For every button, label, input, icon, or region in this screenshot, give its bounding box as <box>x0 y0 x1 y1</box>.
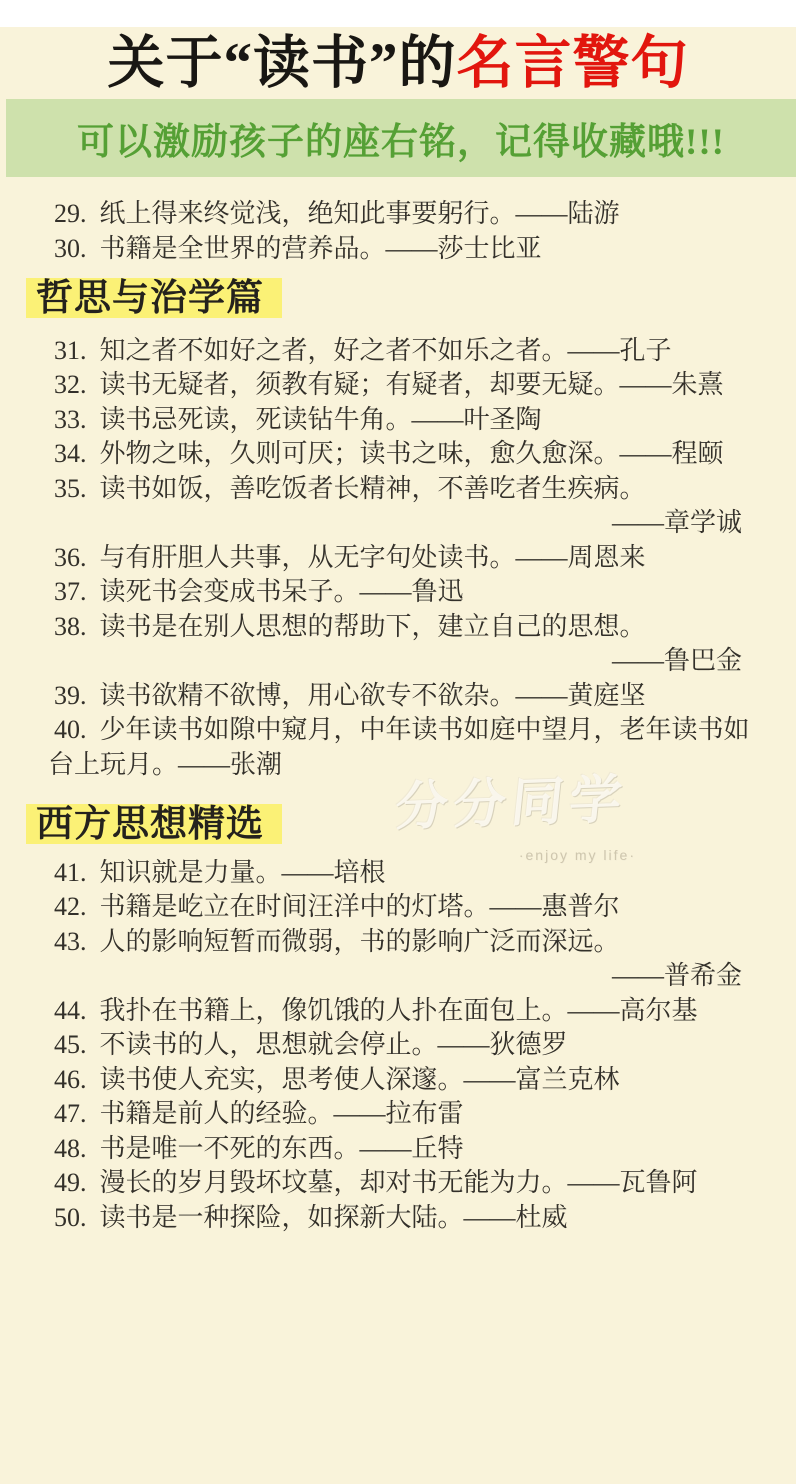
quote-list <box>36 197 756 1235</box>
author-attribution-line <box>48 644 756 679</box>
quote-text: 外物之味，久则可厌；读书之味，愈久愈深。 <box>99 439 620 468</box>
author-name: 丘特 <box>411 1133 464 1163</box>
quote-item <box>48 472 756 507</box>
quote-text: 漫长的岁月毁坏坟墓，却对书无能为力。 <box>99 1168 568 1197</box>
quote-text: 读书欲精不欲博，用心欲专不欲杂。 <box>99 680 516 710</box>
item-number: 36. <box>54 542 87 572</box>
quote-item <box>48 541 756 576</box>
page-background <box>0 27 796 1484</box>
author-dash: —— <box>281 857 334 887</box>
quote-text: 书籍是前人的经验。 <box>99 1099 334 1128</box>
author-name: 孔子 <box>619 335 672 365</box>
author-name: 杜威 <box>515 1202 568 1232</box>
author-name: 黄庭坚 <box>567 680 646 710</box>
author-dash: —— <box>463 1202 516 1232</box>
author-dash: —— <box>463 1064 516 1094</box>
item-number: 39. <box>54 680 87 710</box>
quote-text: 书是唯一不死的东西。 <box>99 1133 360 1163</box>
quote-item <box>48 713 756 782</box>
quote-item <box>48 437 756 472</box>
quote-text: 读书使人充实，思考使人深邃。 <box>99 1064 464 1094</box>
quote-item <box>48 1097 756 1132</box>
quote-item <box>48 856 756 891</box>
author-attribution-line <box>48 959 756 994</box>
author-dash: —— <box>611 646 664 675</box>
quote-item <box>48 994 756 1029</box>
quote-text: 我扑在书籍上，像饥饿的人扑在面包上。 <box>99 995 568 1025</box>
quote-item <box>48 679 756 714</box>
author-dash: —— <box>515 199 568 228</box>
author-dash: —— <box>385 233 438 263</box>
quote-item <box>48 197 756 232</box>
section-header-wrap <box>26 804 756 846</box>
author-name: 莎士比亚 <box>437 233 542 263</box>
author-name: 叶圣陶 <box>463 404 542 434</box>
page-title-black-segment: 关于“读书”的 <box>107 32 457 95</box>
author-name: 拉布雷 <box>385 1099 464 1128</box>
item-number: 41. <box>54 857 87 887</box>
subtitle-text: 可以激励孩子的座右铭，记得收藏哦!!! <box>77 122 725 163</box>
item-number: 45. <box>54 1030 87 1059</box>
author-name: 富兰克林 <box>515 1064 620 1094</box>
page-title-red-segment: 名言警句 <box>456 32 689 95</box>
author-name: 鲁迅 <box>411 577 464 606</box>
item-number: 46. <box>54 1064 87 1094</box>
item-number: 50. <box>54 1202 87 1232</box>
subtitle-banner <box>6 99 796 177</box>
quote-text: 纸上得来终觉浅，绝知此事要躬行。 <box>99 199 516 228</box>
quote-item <box>48 890 756 925</box>
author-dash: —— <box>359 577 412 606</box>
author-dash: —— <box>611 961 664 990</box>
item-number: 32. <box>54 370 87 399</box>
item-number: 47. <box>54 1099 87 1128</box>
item-number: 42. <box>54 892 87 921</box>
section-header: 西方思想精选 <box>26 804 282 844</box>
quote-text: 读书如饭，善吃饭者长精神，不善吃者生疾病。 <box>99 473 646 503</box>
author-name: 普希金 <box>663 961 742 990</box>
item-number: 49. <box>54 1168 87 1197</box>
quote-text: 读书忌死读，死读钻牛角。 <box>99 404 412 434</box>
author-dash: —— <box>411 404 464 434</box>
quote-item <box>48 1028 756 1063</box>
quote-item <box>48 232 756 267</box>
item-number: 48. <box>54 1133 87 1163</box>
author-name: 培根 <box>333 857 386 887</box>
author-name: 高尔基 <box>619 995 698 1025</box>
quote-item <box>48 1166 756 1201</box>
author-name: 惠普尔 <box>541 892 620 921</box>
quote-text: 知识就是力量。 <box>99 857 282 887</box>
quote-text: 与有肝胆人共事，从无字句处读书。 <box>99 542 516 572</box>
author-attribution-line <box>48 506 756 541</box>
quote-item <box>48 403 756 438</box>
author-dash: —— <box>515 542 568 572</box>
author-dash: —— <box>619 370 672 399</box>
author-dash: —— <box>619 439 672 468</box>
item-number: 43. <box>54 926 87 956</box>
watermark-text: 分分同学 <box>392 770 631 837</box>
quote-text: 知之者不如好之者，好之者不如乐之者。 <box>99 335 568 365</box>
author-name: 周恩来 <box>567 542 646 572</box>
quote-text: 读死书会变成书呆子。 <box>99 577 360 606</box>
quote-item <box>48 925 756 960</box>
item-number: 38. <box>54 611 87 641</box>
author-dash: —— <box>515 680 568 710</box>
item-number: 44. <box>54 995 87 1025</box>
author-dash: —— <box>567 995 620 1025</box>
author-name: 狄德罗 <box>489 1030 568 1059</box>
item-number: 29. <box>54 199 87 228</box>
author-name: 程颐 <box>671 439 724 468</box>
author-dash: —— <box>359 1133 412 1163</box>
quote-text: 读书是在别人思想的帮助下，建立自己的思想。 <box>99 611 646 641</box>
quote-item <box>48 610 756 645</box>
section-header: 哲思与治学篇 <box>26 278 282 318</box>
quote-item <box>48 334 756 369</box>
item-number: 37. <box>54 577 87 606</box>
quote-item <box>48 1132 756 1167</box>
author-name: 张潮 <box>230 749 283 779</box>
quote-item <box>48 575 756 610</box>
page-title <box>0 31 796 97</box>
quote-item <box>48 368 756 403</box>
author-dash: —— <box>567 335 620 365</box>
item-number: 40. <box>54 715 87 744</box>
quote-text: 人的影响短暂而微弱，书的影响广泛而深远。 <box>99 926 620 956</box>
author-name: 瓦鲁阿 <box>619 1168 698 1197</box>
quote-text: 读书是一种探险，如探新大陆。 <box>99 1202 464 1232</box>
quote-text: 读书无疑者，须教有疑；有疑者，却要无疑。 <box>99 370 620 399</box>
author-dash: —— <box>333 1099 386 1128</box>
item-number: 31. <box>54 335 87 365</box>
author-dash: —— <box>611 508 664 537</box>
quote-item <box>48 1201 756 1236</box>
quote-text: 书籍是屹立在时间汪洋中的灯塔。 <box>99 892 490 921</box>
author-name: 陆游 <box>567 199 620 228</box>
item-number: 30. <box>54 233 87 263</box>
author-name: 朱熹 <box>671 370 724 399</box>
author-dash: —— <box>489 892 542 921</box>
author-dash: —— <box>178 749 231 779</box>
section-header-wrap <box>26 278 756 320</box>
author-name: 章学诚 <box>663 508 742 537</box>
item-number: 34. <box>54 439 87 468</box>
quote-item <box>48 1063 756 1098</box>
quote-text: 不读书的人，思想就会停止。 <box>99 1030 438 1059</box>
quote-text: 少年读书如隙中窥月，中年读书如庭中望月，老年读书如台上玩月。 <box>48 715 750 779</box>
item-number: 33. <box>54 404 87 434</box>
author-dash: —— <box>567 1168 620 1197</box>
author-dash: —— <box>437 1030 490 1059</box>
author-name: 鲁巴金 <box>663 646 742 675</box>
watermark-subtext: ·enjoy my life· <box>518 847 636 863</box>
quote-text: 书籍是全世界的营养品。 <box>99 233 386 263</box>
item-number: 35. <box>54 473 87 503</box>
